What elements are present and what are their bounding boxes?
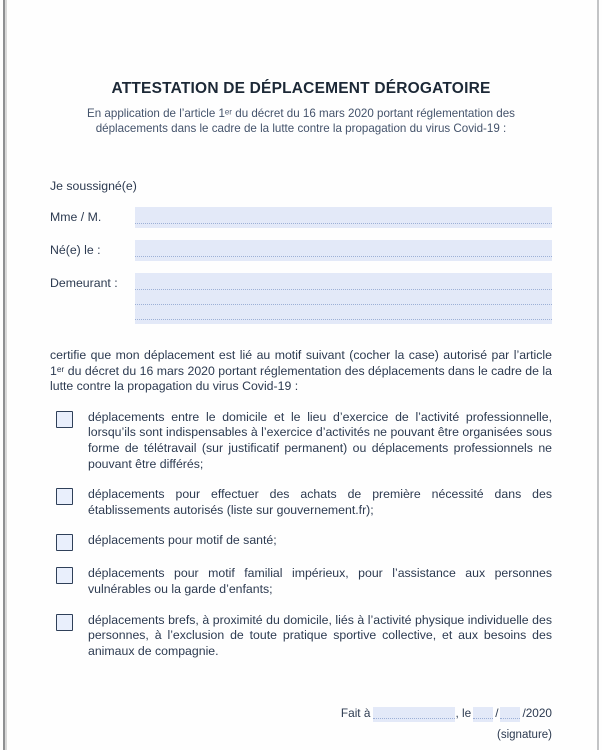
reason-family-text: déplacements pour motif familial impérieux, pour l’assistance aux personnes vulnérables ou la garde d’enfants;: [88, 566, 552, 596]
reason-item-shopping: [50, 487, 552, 518]
birthdate-label: Né(e) le :: [50, 243, 101, 257]
month-field-line: [500, 708, 520, 719]
reason-family-checkbox[interactable]: [56, 567, 73, 584]
page-right-edge: [597, 0, 599, 750]
place-field[interactable]: [373, 707, 455, 722]
reason-item-family: [50, 566, 552, 597]
month-field[interactable]: [500, 707, 520, 722]
reason-shopping-checkbox[interactable]: [56, 488, 73, 505]
name-field[interactable]: [135, 207, 552, 228]
le-label: , le: [455, 706, 472, 721]
reason-item-exercise: [50, 613, 552, 660]
place-field-line: [373, 708, 455, 719]
reason-health-text: déplacements pour motif de santé;: [88, 533, 277, 548]
name-field-line: [135, 209, 552, 224]
birthdate-field-line: [135, 242, 552, 257]
address-field-line-3: [135, 305, 552, 320]
date-slash: /: [495, 706, 499, 721]
page-left-edge-shadow: [5, 0, 7, 750]
signature-label: (signature): [497, 729, 552, 742]
certification-paragraph: certifie que mon déplacement est lié au motif suivant (cocher la case) autorisé par l’article 1ᵉʳ du décret du 16 mars 2020 portant réglementation des déplacements dans le cadre de la lutte contre la propagation du virus Covid-19 :: [50, 348, 552, 394]
reason-exercise-text: déplacements brefs, à proximité du domicile, liés à l’activité physique individuelle des personnes, à l’exclusion de toute pratique sportive collective, et aux besoins des animaux de compagnie.: [88, 612, 552, 658]
reason-item-health: [50, 533, 552, 551]
year-suffix: /2020: [522, 706, 552, 721]
name-label: Mme / M.: [50, 210, 102, 224]
reason-work-checkbox[interactable]: [56, 411, 73, 428]
reason-shopping-text: déplacements pour effectuer des achats de première nécessité dans des établissements autorisés (liste sur gouvernement.fr);: [88, 487, 552, 517]
date-place-line: [50, 706, 552, 722]
reason-health-checkbox[interactable]: [56, 534, 73, 551]
birthdate-field[interactable]: [135, 240, 552, 261]
address-field-line-1: [135, 275, 552, 290]
page-subtitle: En application de l’article 1ᵉʳ du décret du 16 mars 2020 portant réglementation des déplacements dans le cadre de la lutte contre la propagation du virus Covid-19 :: [87, 107, 515, 135]
day-field[interactable]: [473, 707, 493, 722]
birthdate-row: [50, 240, 552, 261]
reason-exercise-checkbox[interactable]: [56, 614, 73, 631]
page-title: ATTESTATION DE DÉPLACEMENT DÉROGATOIRE: [111, 80, 491, 97]
address-field[interactable]: [135, 273, 552, 324]
address-row: [50, 273, 552, 324]
address-field-line-2: [135, 290, 552, 305]
day-field-line: [473, 708, 493, 719]
form-content: [50, 0, 552, 741]
intro-text: Je soussigné(e): [50, 179, 137, 193]
reason-item-work: [50, 410, 552, 472]
address-label: Demeurant :: [50, 276, 118, 290]
name-row: [50, 207, 552, 228]
fait-a-label: Fait à: [340, 706, 371, 721]
reason-work-text: déplacements entre le domicile et le lieu d’exercice de l’activité professionnelle, lorsqu’ils sont indispensables à l’exercice d’activités ne pouvant être organisées sous forme de télétravail (sur justificatif permanent) ou déplacements professionnels ne pouvant être différés;: [88, 409, 552, 471]
identity-fields: [50, 207, 552, 324]
reasons-list: [50, 410, 552, 660]
